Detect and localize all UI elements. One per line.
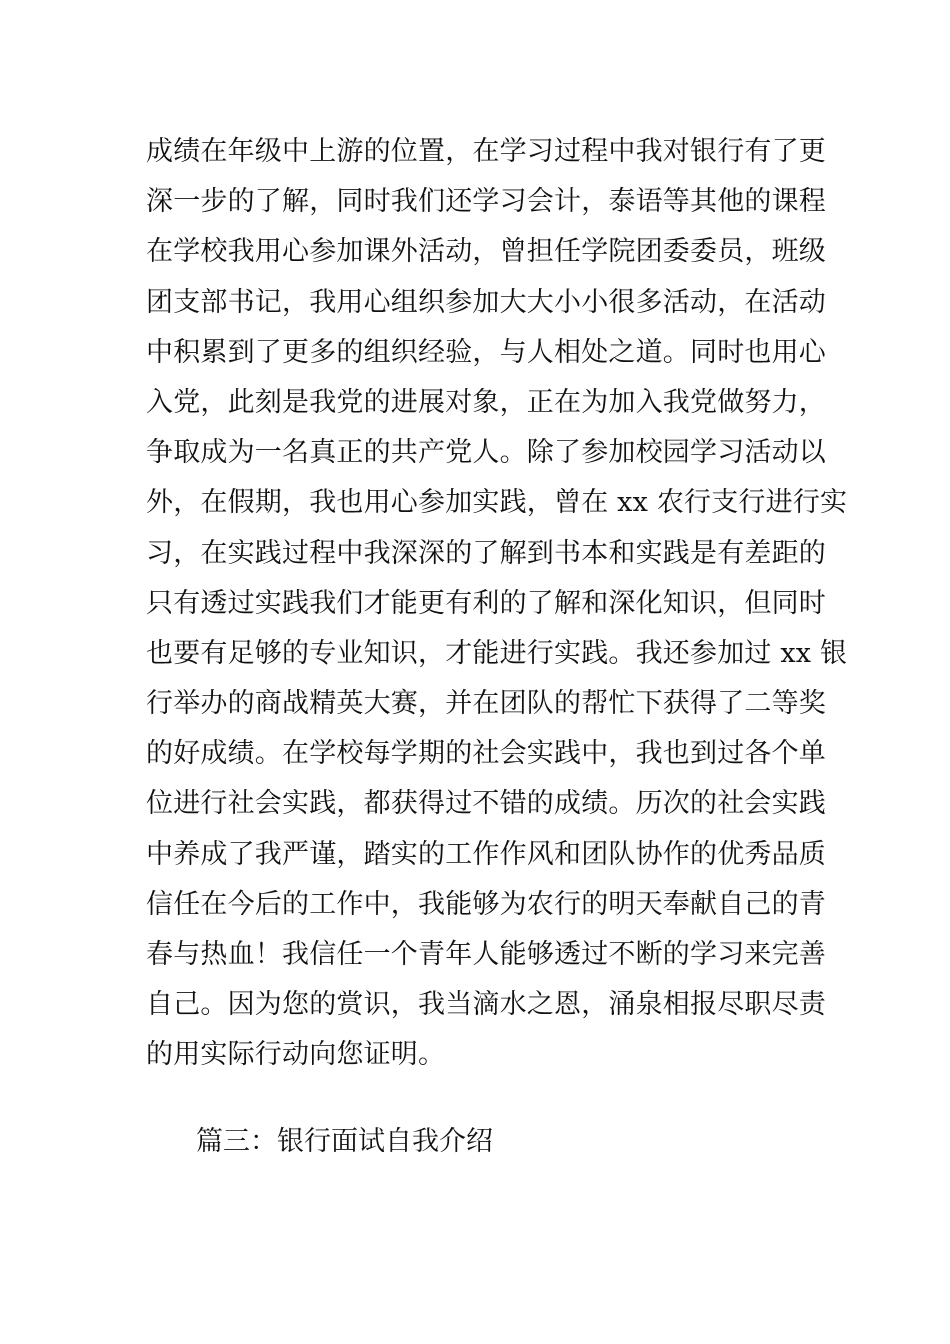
paragraph-line: 行举办的商战精英大赛，并在团队的帮忙下获得了二等奖 bbox=[146, 688, 826, 720]
paragraph-line: 习，在实践过程中我深深的了解到书本和实践是有差距的 bbox=[146, 537, 826, 569]
paragraph-line: 也要有足够的专业知识，才能进行实践。我还参加过 xx 银 bbox=[146, 637, 848, 669]
paragraph-line: 自己。因为您的赏识，我当滴水之恩，涌泉相报尽职尽责 bbox=[146, 989, 826, 1021]
paragraph-line: 只有透过实践我们才能更有利的了解和深化知识，但同时 bbox=[146, 587, 826, 619]
paragraph-line: 在学校我用心参加课外活动，曾担任学院团委委员，班级 bbox=[146, 236, 826, 268]
paragraph-line: 春与热血！我信任一个青年人能够透过不断的学习来完善 bbox=[146, 939, 826, 970]
body-paragraph bbox=[146, 127, 848, 1081]
section-heading: 篇三：银行面试自我介绍 bbox=[196, 1126, 493, 1157]
paragraph-line: 团支部书记，我用心组织参加大大小小很多活动，在活动 bbox=[146, 286, 826, 318]
paragraph-line: 外，在假期，我也用心参加实践，曾在 xx 农行支行进行实 bbox=[146, 487, 848, 519]
paragraph-line: 中积累到了更多的组织经验，与人相处之道。同时也用心 bbox=[146, 336, 826, 368]
paragraph-line: 中养成了我严谨，踏实的工作作风和团队协作的优秀品质 bbox=[146, 838, 826, 870]
paragraph-line: 位进行社会实践，都获得过不错的成绩。历次的社会实践 bbox=[146, 788, 826, 820]
paragraph-line: 争取成为一名真正的共产党人。除了参加校园学习活动以 bbox=[146, 437, 826, 469]
paragraph-line: 深一步的了解，同时我们还学习会计，泰语等其他的课程 bbox=[146, 186, 826, 218]
paragraph-line: 的用实际行动向您证明。 bbox=[146, 1039, 446, 1071]
paragraph-line: 的好成绩。在学校每学期的社会实践中，我也到过各个单 bbox=[146, 738, 826, 770]
paragraph-line: 信任在今后的工作中，我能够为农行的明天奉献自己的青 bbox=[146, 888, 826, 920]
paragraph-line: 成绩在年级中上游的位置，在学习过程中我对银行有了更 bbox=[146, 136, 826, 167]
paragraph-line: 入党，此刻是我党的进展对象，正在为加入我党做努力， bbox=[146, 386, 826, 418]
